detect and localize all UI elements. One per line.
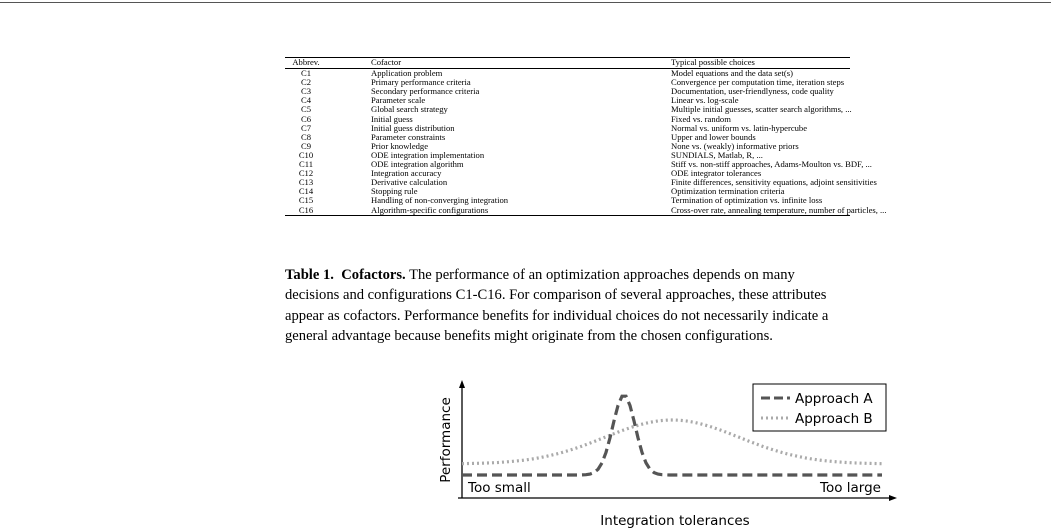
- legend-label-b: Approach B: [795, 411, 873, 427]
- cell-abbrev: C5: [300, 104, 312, 115]
- header-cofactor: Cofactor: [327, 58, 671, 69]
- x-axis-label: Integration tolerances: [600, 513, 750, 529]
- cell-abbrev: C10: [298, 149, 314, 160]
- cell-cofactor: Integration accuracy: [371, 168, 442, 179]
- cell-cofactor: Secondary performance criteria: [371, 86, 480, 97]
- cell-abbrev: C8: [300, 131, 312, 142]
- cell-abbrev: C4: [300, 95, 312, 106]
- cell-choices: SUNDIALS, Matlab, R, ...: [671, 149, 763, 160]
- table-row: [285, 206, 850, 216]
- cell-cofactor: Parameter constraints: [371, 131, 446, 142]
- cell-choices: Model equations and the data set(s): [671, 68, 793, 79]
- cell-abbrev: C9: [300, 140, 312, 151]
- cell-cofactor: Initial guess distribution: [371, 122, 455, 133]
- cell-cofactor: Initial guess: [371, 113, 413, 124]
- too-large-label: Too large: [820, 480, 881, 496]
- table-body: [285, 68, 887, 216]
- x-axis-arrow: [889, 495, 897, 501]
- header-abbrev: Abbrev.: [285, 58, 327, 69]
- cell-abbrev: C15: [298, 195, 314, 206]
- cofactor-table: [285, 57, 887, 216]
- table-row: [285, 105, 850, 114]
- cell-abbrev: C7: [300, 122, 312, 133]
- table-header-row: [285, 58, 850, 69]
- cell-abbrev: C12: [298, 168, 314, 179]
- cell-abbrev: C16: [285, 206, 327, 216]
- cell-cofactor: Global search strategy: [371, 104, 448, 115]
- cell-abbrev: C1: [300, 68, 312, 79]
- cell-abbrev: C3: [300, 86, 312, 97]
- cell-choices: Documentation, user-friendlyness, code quality: [671, 86, 834, 97]
- cell-cofactor: Prior knowledge: [371, 140, 429, 151]
- cell-choices: Optimization termination criteria: [671, 186, 785, 197]
- cell-choices: ODE integrator tolerances: [671, 168, 762, 179]
- cell-cofactor: ODE integration algorithm: [371, 159, 464, 170]
- table-caption: [285, 265, 850, 347]
- cell-abbrev: C2: [300, 77, 312, 88]
- cell-choices: None vs. (weakly) informative priors: [671, 140, 799, 151]
- table-row: [285, 142, 850, 151]
- header-choices: Typical possible choices: [671, 58, 850, 69]
- caption-label: Table 1.: [285, 267, 334, 283]
- cell-choices: Stiff vs. non-stiff approaches, Adams-Moulton vs. BDF, ...: [671, 159, 872, 170]
- cell-abbrev: C14: [298, 186, 314, 197]
- tolerance-performance-figure: [430, 380, 900, 532]
- cell-abbrev: C11: [298, 159, 313, 170]
- cell-cofactor: Primary performance criteria: [371, 77, 471, 88]
- cofactor-table-wrapper: [285, 57, 887, 216]
- cell-cofactor: Parameter scale: [371, 95, 426, 106]
- table-row: [285, 87, 850, 96]
- table-row: [285, 124, 850, 133]
- cell-choices: Finite differences, sensitivity equations, adjoint sensitivities: [671, 177, 877, 188]
- cell-cofactor: Derivative calculation: [371, 177, 448, 188]
- table-row: [285, 160, 850, 169]
- caption-title: Cofactors.: [341, 267, 406, 283]
- y-axis-arrow: [459, 380, 465, 388]
- cell-choices: Upper and lower bounds: [671, 131, 756, 142]
- cell-cofactor: Application problem: [371, 68, 443, 79]
- cell-choices: Termination of optimization vs. infinite loss: [671, 195, 823, 206]
- cell-choices: Multiple initial guesses, scatter search algorithms, ...: [671, 104, 852, 115]
- y-axis-label: Performance: [438, 397, 454, 483]
- cell-cofactor: Stopping rule: [371, 186, 418, 197]
- cell-cofactor: ODE integration implementation: [371, 149, 485, 160]
- caption-text: The performance of an optimization approaches depends on many decisions and configurations C1-C16. For comparison of several approaches, these attributes appear as cofactors. Performance benefits for individual choices do not necessarily indicate a general advantage because benefits might originate from the chosen configurations.: [285, 267, 829, 345]
- cell-abbrev: C13: [298, 177, 314, 188]
- page-top-rule: [0, 2, 1051, 3]
- cell-cofactor: Handling of non-converging integration: [371, 195, 509, 206]
- cell-abbrev: C6: [300, 113, 312, 124]
- cell-choices: Linear vs. log-scale: [671, 95, 739, 106]
- legend-label-a: Approach A: [795, 391, 873, 407]
- cell-choices: Fixed vs. random: [671, 113, 731, 124]
- cell-cofactor: Algorithm-specific configurations: [327, 206, 671, 216]
- cell-choices: Convergence per computation time, iteration steps: [671, 77, 845, 88]
- too-small-label: Too small: [468, 480, 531, 496]
- cell-choices: Normal vs. uniform vs. latin-hypercube: [671, 122, 808, 133]
- cell-choices: Cross-over rate, annealing temperature, number of particles, ...: [671, 204, 887, 215]
